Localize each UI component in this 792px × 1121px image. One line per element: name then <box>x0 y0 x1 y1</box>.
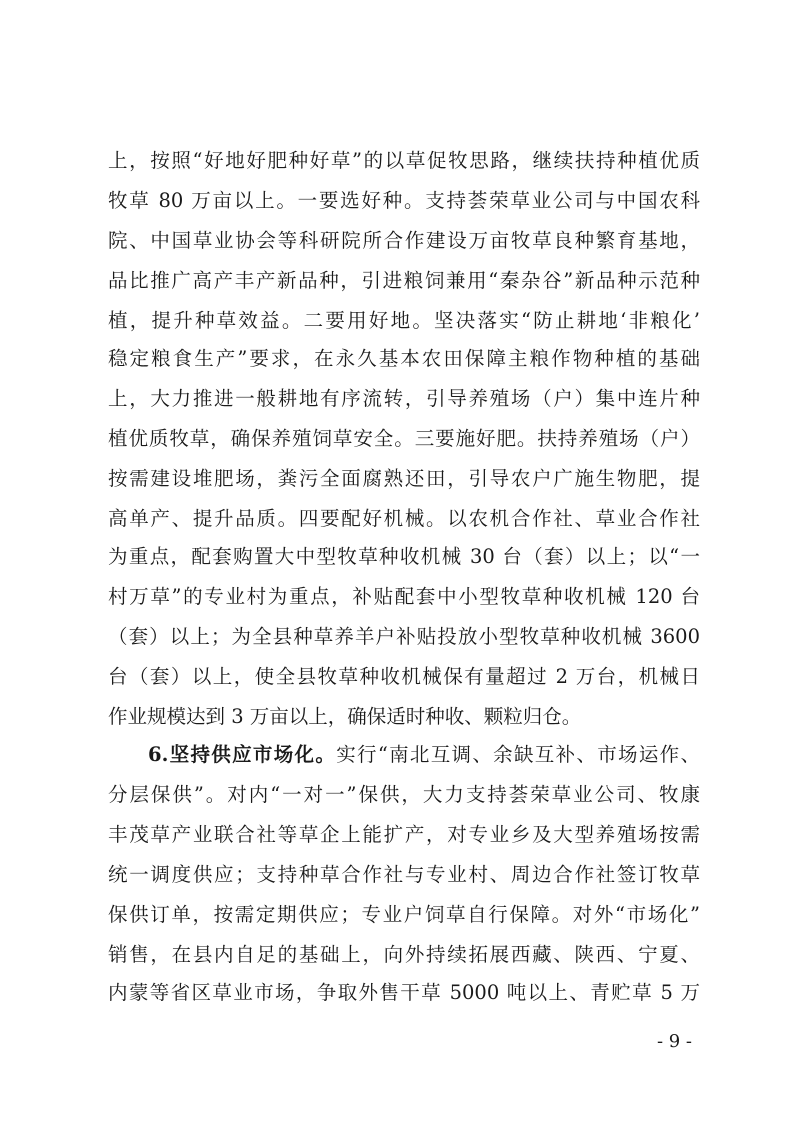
text-line: 作业规模达到 3 万亩以上，确保适时种收、颗粒归仓。 <box>108 705 582 728</box>
text-line: 院、中国草业协会等科研院所合作建设万亩牧草良种繁育基地， <box>108 229 700 252</box>
text-line-with-heading <box>148 738 700 772</box>
text-line: 按需建设堆肥场，粪污全面腐熟还田，引导农户广施生物肥，提 <box>108 467 700 490</box>
section-heading: 6.坚持供应市场化。 <box>148 743 337 766</box>
text-line: 上，大力推进一般耕地有序流转，引导养殖场（户）集中连片种 <box>108 387 700 410</box>
text-span: 实行“南北互调、余缺互补、市场运作、 <box>336 743 700 766</box>
text-line: 统一调度供应；支持种草合作社与专业村、周边合作社签订牧草 <box>108 863 700 886</box>
page-number: - 9 - <box>656 1031 692 1052</box>
text-line: 台（套）以上，使全县牧草种收机械保有量超过 2 万台，机械日 <box>108 665 700 688</box>
text-line: 村万草”的专业村为重点，补贴配套中小型牧草种收机械 120 台 <box>108 585 700 608</box>
text-line: 牧草 80 万亩以上。一要选好种。支持荟荣草业公司与中国农科 <box>108 189 700 212</box>
text-line: 保供订单，按需定期供应；专业户饲草自行保障。对外“市场化” <box>108 903 700 926</box>
text-line: 内蒙等省区草业市场，争取外售干草 5000 吨以上、青贮草 5 万 <box>108 981 700 1004</box>
text-line: 上，按照“好地好肥种好草”的以草促牧思路，继续扶持种植优质 <box>108 149 700 172</box>
text-line: 丰茂草产业联合社等草企上能扩产，对专业乡及大型养殖场按需 <box>108 823 700 846</box>
text-line: 分层保供”。对内“一对一”保供，大力支持荟荣草业公司、牧康 <box>108 783 700 806</box>
text-line: 植优质牧草，确保养殖饲草安全。三要施好肥。扶持养殖场（户） <box>108 427 700 450</box>
text-line: 销售，在县内自足的基础上，向外持续拓展西藏、陕西、宁夏、 <box>108 943 700 966</box>
text-line: 稳定粮食生产”要求，在永久基本农田保障主粮作物种植的基础 <box>108 347 700 370</box>
text-line: 品比推广高产丰产新品种，引进粮饲兼用“秦杂谷”新品种示范种 <box>108 269 700 292</box>
text-line: （套）以上；为全县种草养羊户补贴投放小型牧草种收机械 3600 <box>108 625 700 648</box>
text-line: 植，提升种草效益。二要用好地。坚决落实“防止耕地‘非粮化’ <box>108 309 700 332</box>
text-line: 为重点，配套购置大中型牧草种收机械 30 台（套）以上；以“一 <box>108 545 700 568</box>
text-line: 高单产、提升品质。四要配好机械。以农机合作社、草业合作社 <box>108 507 700 530</box>
